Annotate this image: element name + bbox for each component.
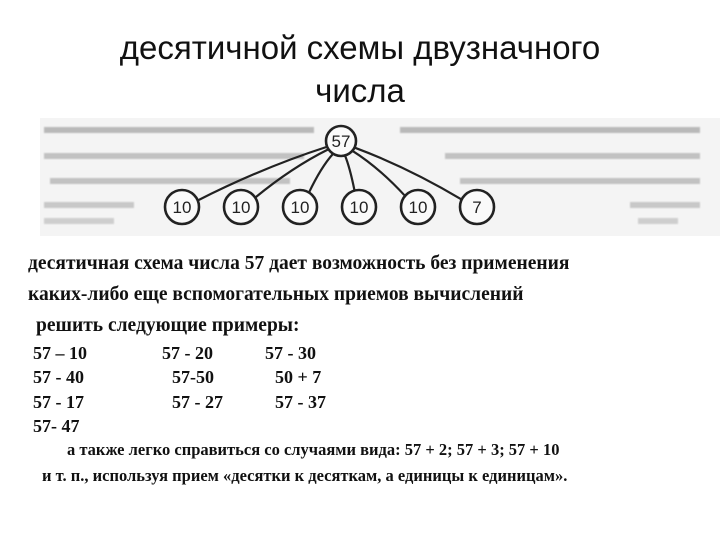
tree-root-node-label: 57: [331, 132, 351, 151]
tree-child-node-5: [401, 190, 435, 224]
example-r1-c1: 57 – 10: [33, 343, 87, 363]
example-r2-c1: 57 - 40: [33, 367, 84, 387]
tree-child-node-4: [342, 190, 376, 224]
tree-child-node-1-label: 10: [172, 198, 192, 217]
explanation-paragraph: [28, 248, 718, 341]
tree-child-node-2: [224, 190, 258, 224]
paragraph-line-2: каких-либо еще вспомогательных приемов вычислений: [28, 284, 524, 305]
slide-title: [0, 26, 720, 112]
example-r3-c1: 57 - 17: [33, 392, 84, 412]
example-r2-c2: 57-50: [172, 367, 214, 387]
tail-line-1: а также легко справиться со случаями вида: 57 + 2; 57 + 3; 57 + 10: [67, 440, 560, 459]
tree-diagram: [40, 118, 720, 236]
title-line-2: числа: [315, 72, 405, 109]
example-r3-c3: 57 - 37: [275, 392, 326, 412]
tree-child-node-3: [283, 190, 317, 224]
tree-child-node-3-label: 10: [290, 198, 310, 217]
example-r3-c2: 57 - 27: [172, 392, 223, 412]
tree-child-node-6-label: 7: [472, 198, 482, 217]
paragraph-line-3: решить следующие примеры:: [36, 315, 300, 336]
tree-root-node: [326, 126, 356, 156]
tree-child-node-4-label: 10: [349, 198, 369, 217]
example-r1-c2: 57 - 20: [162, 343, 213, 363]
example-r1-c3: 57 - 30: [265, 343, 316, 363]
tree-child-node-6: [460, 190, 494, 224]
example-r2-c3: 50 + 7: [275, 367, 322, 387]
tree-child-node-2-label: 10: [231, 198, 251, 217]
tail-line-2: и т. п., используя прием «десятки к десяткам, а единицы к единицам».: [42, 466, 568, 485]
tree-child-node-5-label: 10: [408, 198, 428, 217]
tree-child-node-1: [165, 190, 199, 224]
title-line-1: десятичной схемы двузначного: [119, 29, 601, 66]
paragraph-line-1: десятичная схема числа 57 дает возможность без применения: [28, 253, 570, 274]
example-r4-c1: 57- 47: [33, 416, 80, 436]
scan-background: [40, 118, 720, 236]
